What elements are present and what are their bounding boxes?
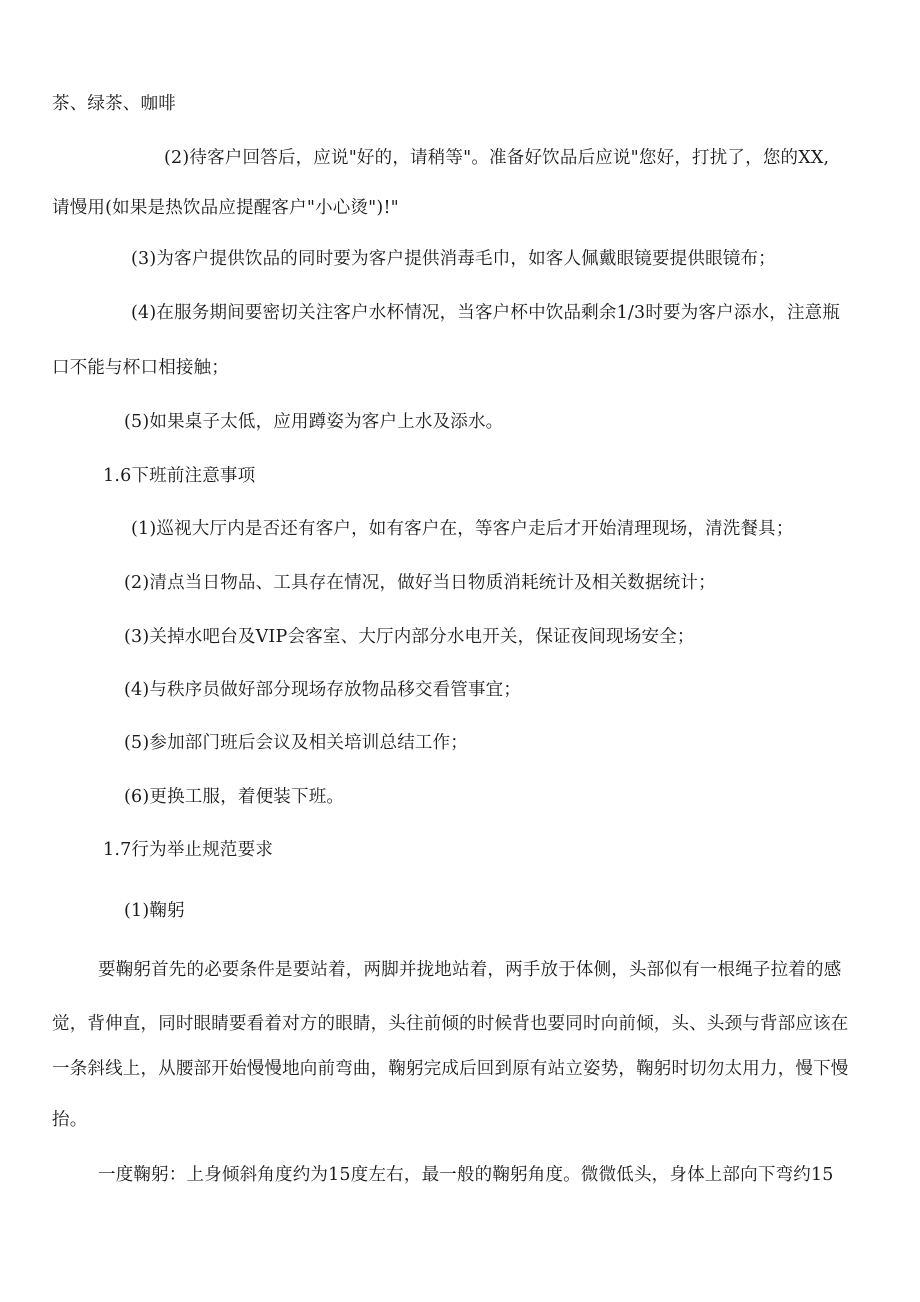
text-line: 口不能与杯口相接触； [52,358,229,378]
text-line: (3)为客户提供饮品的同时要为客户提供消毒毛巾，如客人佩戴眼镜要提供眼镜布； [131,249,776,269]
section-heading: 1.6下班前注意事项 [103,466,256,486]
text-line: 茶、绿茶、咖啡 [52,94,176,114]
text-line: (2)待客户回答后，应说"好的，请稍等"。准备好饮品后应说"您好，打扰了，您的XX, [164,148,830,168]
text-line: (2)清点当日物品、工具存在情况，做好当日物质消耗统计及相关数据统计； [124,573,716,593]
text-line: (4)在服务期间要密切关注客户水杯情况，当客户杯中饮品剩余1/3时要为客户添水，注意瓶 [131,303,841,323]
text-line: 请慢用(如果是热饮品应提醒客户"小心烫")!" [52,198,399,218]
subsection-heading: (1)鞠躬 [124,901,185,921]
section-heading: 1.7行为举止规范要求 [103,840,274,860]
text-line: (5)参加部门班后会议及相关培训总结工作； [124,733,468,753]
text-line: (6)更换工服，着便装下班。 [124,787,345,807]
text-line: 要鞠躬首先的必要条件是要站着，两脚并拢地站着，两手放于体侧，头部似有一根绳子拉着的感 [98,960,842,980]
text-line: 抬。 [52,1110,88,1130]
text-line: (5)如果桌子太低，应用蹲姿为客户上水及添水。 [124,412,504,432]
text-line: (3)关掉水吧台及VIP会客室、大厅内部分水电开关，保证夜间现场安全； [124,627,695,647]
text-line: (1)巡视大厅内是否还有客户，如有客户在，等客户走后才开始清理现场，清洗餐具； [131,519,794,539]
text-line: 觉，背伸直，同时眼睛要看着对方的眼睛，头往前倾的时候背也要同时向前倾，头、头颈与背部应该在 [52,1014,849,1034]
text-line: (4)与秩序员做好部分现场存放物品移交看管事宜； [124,680,522,700]
text-line: 一条斜线上，从腰部开始慢慢地向前弯曲，鞠躬完成后回到原有站立姿势，鞠躬时切勿太用力，慢下慢 [52,1059,849,1079]
text-line: 一度鞠躬：上身倾斜角度约为15度左右，最一般的鞠躬角度。微微低头，身体上部向下弯约15 [98,1165,834,1185]
